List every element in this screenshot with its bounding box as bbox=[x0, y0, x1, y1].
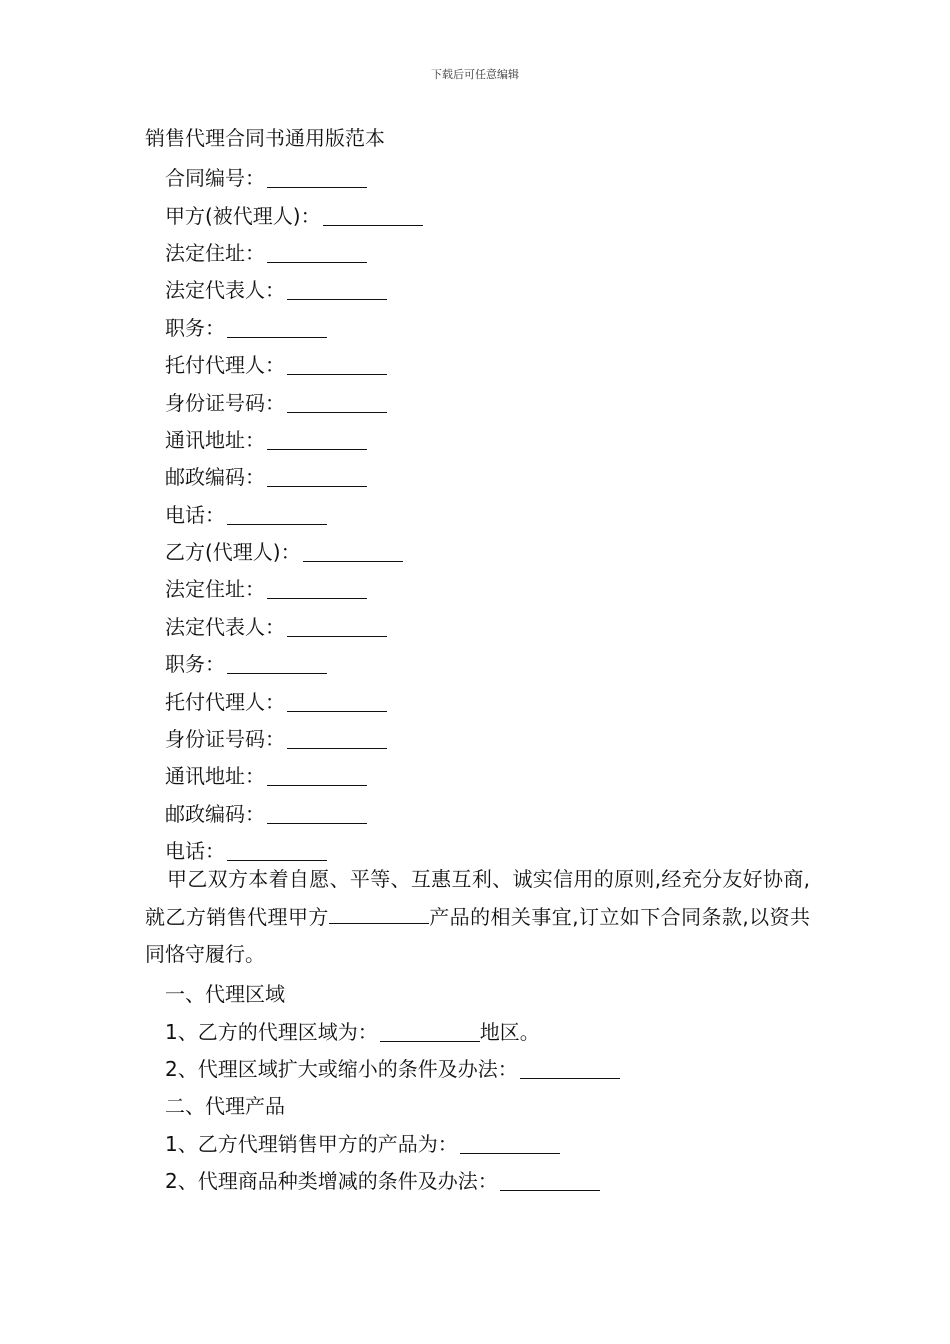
field-label: 法定住址： bbox=[165, 240, 265, 265]
fill-in-blank bbox=[227, 838, 327, 861]
item-text-suffix: 地区。 bbox=[479, 1019, 540, 1044]
field-label: 电话： bbox=[165, 839, 225, 864]
section-item bbox=[165, 1011, 825, 1048]
section-item bbox=[165, 1049, 825, 1086]
section-item bbox=[165, 1161, 825, 1198]
item-text: 1、乙方代理销售甲方的产品为： bbox=[165, 1131, 458, 1156]
field-label: 法定住址： bbox=[165, 577, 265, 602]
field-a-id-number bbox=[165, 382, 845, 419]
field-b-mail-address bbox=[165, 756, 845, 793]
item-text: 2、代理区域扩大或缩小的条件及办法： bbox=[165, 1056, 518, 1081]
fill-in-blank bbox=[329, 903, 429, 924]
fill-in-blank bbox=[303, 539, 403, 562]
field-label: 法定代表人： bbox=[165, 614, 285, 639]
fill-in-blank bbox=[380, 1019, 480, 1042]
fill-in-blank bbox=[287, 277, 387, 300]
item-text: 2、代理商品种类增减的条件及办法： bbox=[165, 1169, 498, 1194]
fill-in-blank bbox=[287, 352, 387, 375]
header-note: 下载后可任意编辑 bbox=[431, 68, 519, 81]
field-label: 法定代表人： bbox=[165, 278, 285, 303]
field-b-address bbox=[165, 569, 845, 606]
field-a-position bbox=[165, 308, 845, 345]
field-b-legal-rep bbox=[165, 607, 845, 644]
field-label: 乙方(代理人)： bbox=[165, 540, 301, 565]
fill-in-blank bbox=[287, 390, 387, 413]
field-a-phone bbox=[165, 495, 845, 532]
field-party-a bbox=[165, 195, 845, 232]
field-label: 托付代理人： bbox=[165, 689, 285, 714]
document-title: 销售代理合同书通用版范本 bbox=[145, 126, 385, 150]
field-label: 电话： bbox=[165, 502, 225, 527]
field-a-postcode bbox=[165, 457, 845, 494]
field-label: 邮政编码： bbox=[165, 465, 265, 490]
fill-in-blank bbox=[323, 203, 423, 226]
fill-in-blank bbox=[267, 165, 367, 188]
fill-in-blank bbox=[520, 1056, 620, 1079]
field-label: 通讯地址： bbox=[165, 764, 265, 789]
fill-in-blank bbox=[227, 502, 327, 525]
party-fields bbox=[165, 158, 845, 868]
fill-in-blank bbox=[267, 763, 367, 786]
section-heading: 二、代理产品 bbox=[165, 1094, 285, 1119]
field-b-postcode bbox=[165, 794, 845, 831]
field-label: 合同编号： bbox=[165, 166, 265, 191]
field-contract-number bbox=[165, 158, 845, 195]
field-party-b bbox=[165, 532, 845, 569]
field-label: 身份证号码： bbox=[165, 390, 285, 415]
field-b-id-number bbox=[165, 719, 845, 756]
field-label: 身份证号码： bbox=[165, 727, 285, 752]
fill-in-blank bbox=[267, 576, 367, 599]
field-label: 甲方(被代理人)： bbox=[165, 203, 321, 228]
field-label: 托付代理人： bbox=[165, 353, 285, 378]
field-label: 通讯地址： bbox=[165, 427, 265, 452]
fill-in-blank bbox=[227, 651, 327, 674]
fill-in-blank bbox=[267, 427, 367, 450]
fill-in-blank bbox=[267, 801, 367, 824]
field-b-position bbox=[165, 644, 845, 681]
field-label: 职务： bbox=[165, 652, 225, 677]
field-a-address bbox=[165, 233, 845, 270]
field-label: 职务： bbox=[165, 315, 225, 340]
field-a-legal-rep bbox=[165, 270, 845, 307]
contract-sections bbox=[165, 974, 825, 1198]
fill-in-blank bbox=[460, 1131, 560, 1154]
fill-in-blank bbox=[267, 240, 367, 263]
field-label: 邮政编码： bbox=[165, 801, 265, 826]
field-a-mail-address bbox=[165, 420, 845, 457]
section-heading: 一、代理区域 bbox=[165, 982, 285, 1007]
preamble-text-2: 产品的相关事宜,订立如下合同条款,以资共同恪守履行。 bbox=[145, 904, 810, 966]
preamble-text-1: 甲乙双方本着自愿、平等、互惠互利、诚实信用的原则,经充分友好协商,就乙方销售代理甲方 bbox=[145, 867, 810, 929]
fill-in-blank bbox=[227, 315, 327, 338]
field-b-agent bbox=[165, 681, 845, 718]
field-a-agent bbox=[165, 345, 845, 382]
preamble-paragraph bbox=[145, 861, 810, 974]
fill-in-blank bbox=[267, 464, 367, 487]
fill-in-blank bbox=[287, 689, 387, 712]
fill-in-blank bbox=[287, 726, 387, 749]
item-text: 1、乙方的代理区域为： bbox=[165, 1019, 378, 1044]
fill-in-blank bbox=[500, 1168, 600, 1191]
fill-in-blank bbox=[287, 614, 387, 637]
section-item bbox=[165, 1124, 825, 1161]
